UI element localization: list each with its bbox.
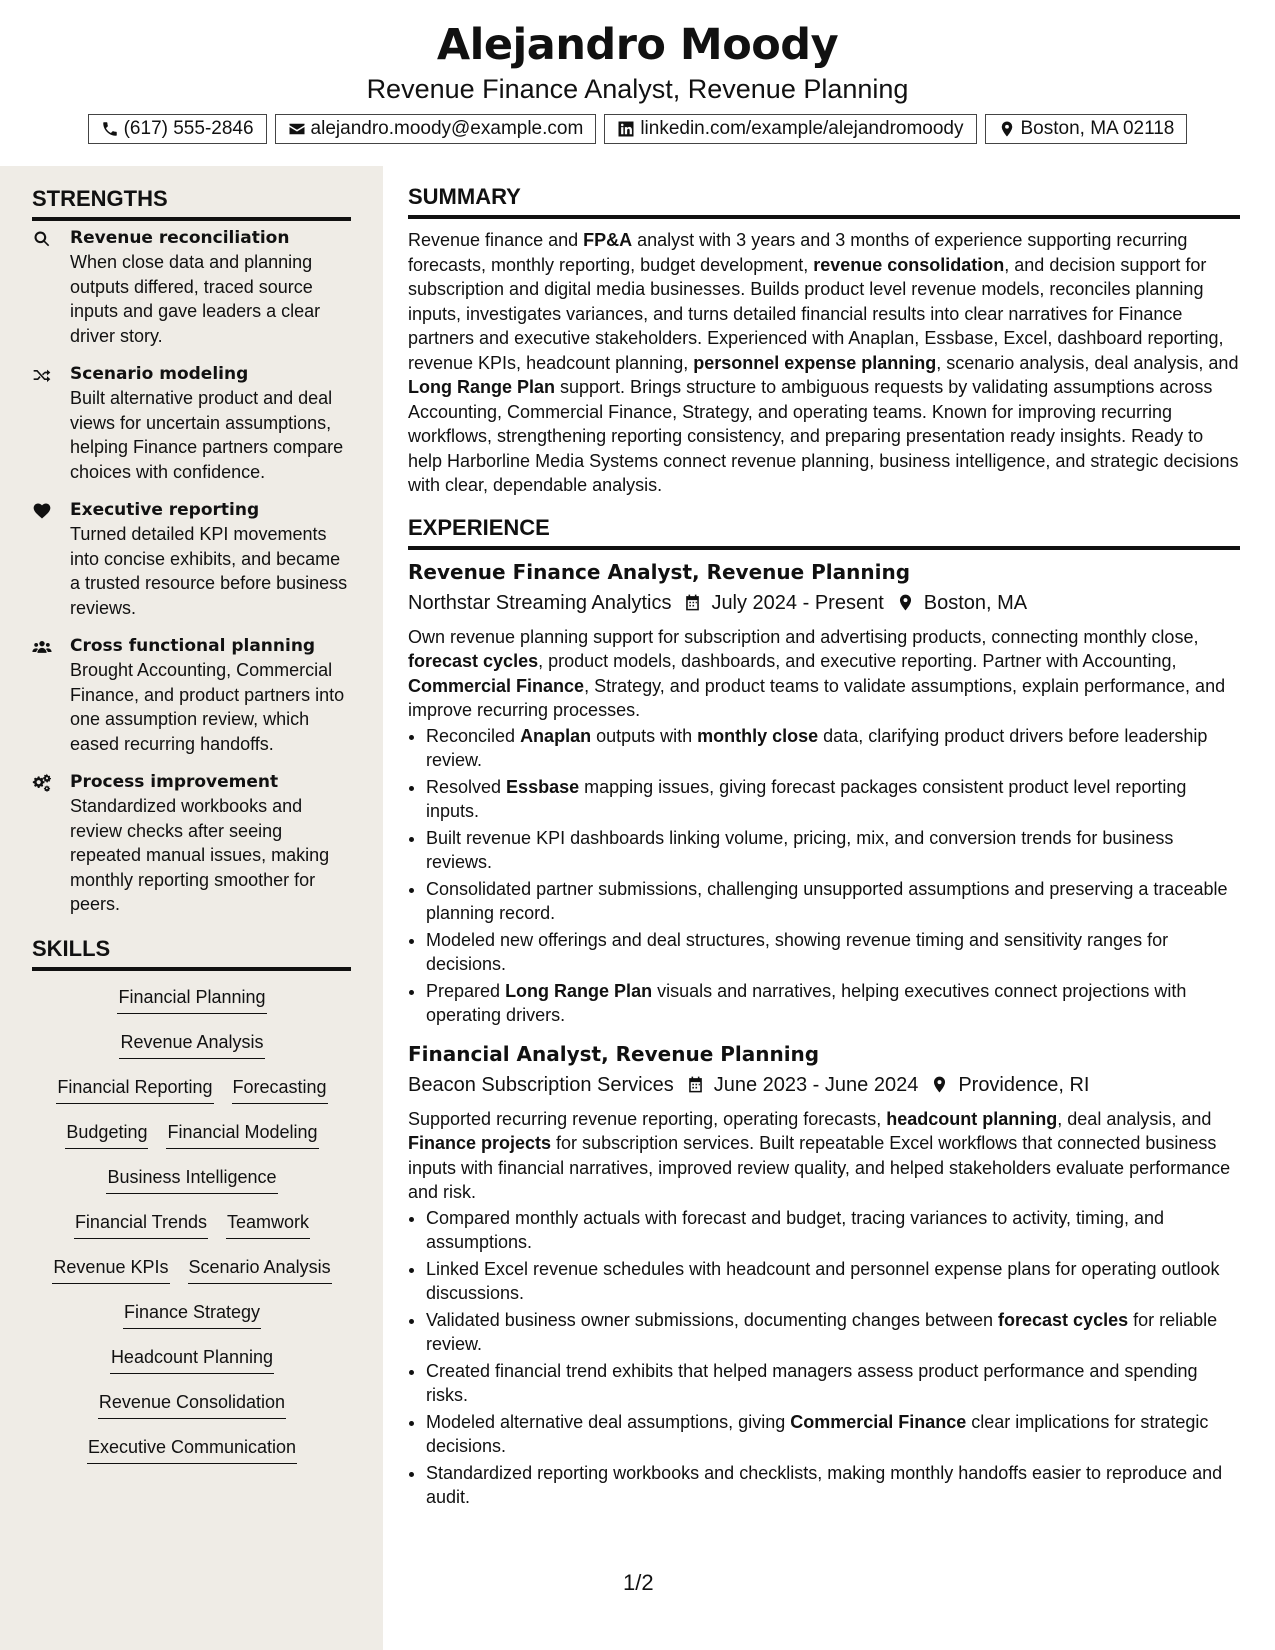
skill-row <box>32 984 352 1029</box>
contact-email[interactable] <box>275 114 597 144</box>
skill-row <box>32 1254 352 1299</box>
search-icon <box>32 229 52 249</box>
job-bullet: • Compared monthly actuals with forecast and budget, tracing variances to activity, timing, and assumptions. <box>426 1206 1240 1255</box>
gears-icon <box>32 773 52 793</box>
skill-row <box>32 1074 352 1119</box>
contact-phone[interactable] <box>88 114 267 144</box>
strength-item <box>32 770 352 917</box>
summary-heading: SUMMARY <box>408 184 1240 219</box>
job-bullet: • Modeled alternative deal assumptions, giving Commercial Finance clear implications for strategic decisions. <box>426 1410 1240 1459</box>
contact-bar <box>0 114 1275 144</box>
skill-tag: Finance Strategy <box>123 1299 261 1329</box>
job-meta <box>408 1071 1240 1099</box>
skill-tag: Forecasting <box>232 1074 328 1104</box>
skill-row <box>32 1344 352 1389</box>
job-location: Providence, RI <box>958 1073 1090 1096</box>
calendar-icon <box>686 1075 705 1094</box>
contact-location <box>985 114 1188 144</box>
strength-desc: Brought Accounting, Commercial Finance, and product partners into one assumption review, which eased recurring handoffs. <box>70 660 345 754</box>
job-bullet-emphasis: forecast cycles <box>998 1309 1129 1330</box>
skill-tag: Scenario Analysis <box>188 1254 332 1284</box>
skills-list <box>32 984 352 1479</box>
skill-row <box>32 1164 352 1209</box>
skill-tag: Financial Reporting <box>56 1074 213 1104</box>
job-bullet: • Standardized reporting workbooks and checklists, making monthly handoffs easier to reproduce and audit. <box>426 1461 1240 1510</box>
skill-tag: Financial Modeling <box>166 1119 318 1149</box>
summary-emphasis: revenue consolidation <box>813 254 1005 275</box>
strengths-heading: STRENGTHS <box>32 186 351 221</box>
skill-tag: Financial Trends <box>74 1209 208 1239</box>
skill-row <box>32 1209 352 1254</box>
skills-heading: SKILLS <box>32 936 351 971</box>
job-bullets <box>408 1206 1240 1510</box>
main-content <box>408 166 1240 1512</box>
experience-list <box>408 558 1240 1510</box>
skill-tag: Revenue KPIs <box>52 1254 169 1284</box>
envelope-icon <box>288 120 306 138</box>
contact-email-text: alejandro.moody@example.com <box>310 118 584 139</box>
job-bullet: • Created financial trend exhibits that helped managers assess product performance and spending risks. <box>426 1359 1240 1408</box>
job-bullet: • Prepared Long Range Plan visuals and narratives, helping executives connect projections with operating drivers. <box>426 979 1240 1028</box>
heart-icon <box>32 501 52 521</box>
job-bullet-emphasis: Commercial Finance <box>790 1411 967 1432</box>
job-description: Own revenue planning support for subscription and advertising products, connecting monthly close, forecast cycles, product models, dashboards, and executive reporting. Partner with Accounting, Commercial Finance, Strategy, and product teams to validate assumptions, explain performance, and improve recurring processes. <box>408 626 1226 720</box>
strength-item <box>32 226 352 348</box>
skill-tag: Financial Planning <box>117 984 266 1014</box>
skill-row <box>32 1389 352 1434</box>
calendar-icon <box>683 593 702 612</box>
job-description-emphasis: forecast cycles <box>408 651 539 671</box>
strength-desc: Turned detailed KPI movements into concise exhibits, and became a trusted resource before business reviews. <box>70 524 348 618</box>
job-bullets <box>408 724 1240 1028</box>
job-entry <box>408 1040 1240 1510</box>
strength-desc: When close data and planning outputs differed, traced source inputs and gave leaders a clear driver story. <box>70 252 321 346</box>
job-bullet: • Modeled new offerings and deal structures, showing revenue timing and sensitivity ranges for decisions. <box>426 928 1240 977</box>
job-bullet-emphasis: monthly close <box>697 725 819 746</box>
job-title: Financial Analyst, Revenue Planning <box>408 1041 820 1066</box>
job-bullet: • Built revenue KPI dashboards linking volume, pricing, mix, and conversion trends for business reviews. <box>426 826 1240 875</box>
job-dates: July 2024 - Present <box>711 591 884 614</box>
skill-tag: Executive Communication <box>87 1434 297 1464</box>
skill-row <box>32 1434 352 1479</box>
skill-tag: Headcount Planning <box>110 1344 274 1374</box>
summary-emphasis: Long Range Plan <box>408 377 556 397</box>
job-company: Beacon Subscription Services <box>408 1073 674 1096</box>
job-location: Boston, MA <box>923 591 1028 614</box>
contact-linkedin[interactable] <box>604 114 976 144</box>
strength-title: Scenario modeling <box>70 364 249 384</box>
job-meta <box>408 589 1240 617</box>
strengths-list <box>32 226 352 931</box>
contact-phone-text: (617) 555-2846 <box>123 118 254 139</box>
skill-row <box>32 1119 352 1164</box>
strength-item <box>32 362 352 484</box>
contact-linkedin-text: linkedin.com/example/alejandromoody <box>640 118 964 139</box>
map-pin-icon <box>930 1075 949 1094</box>
linkedin-icon <box>617 120 635 138</box>
job-bullet: • Consolidated partner submissions, challenging unsupported assumptions and preserving a traceable planning record. <box>426 877 1240 926</box>
job-description: Supported recurring revenue reporting, operating forecasts, headcount planning, deal analysis, and Finance projects for subscription services. Built repeatable Excel workflows that connected business inputs with financial narratives, improved review quality, and helped stakeholders evaluate performance and risk. <box>408 1108 1231 1202</box>
map-pin-icon <box>998 120 1016 138</box>
map-pin-icon <box>896 593 915 612</box>
summary-emphasis: personnel expense planning <box>693 352 937 373</box>
job-bullet: • Reconciled Anaplan outputs with monthly close data, clarifying product drivers before leadership review. <box>426 724 1240 773</box>
job-dates: June 2023 - June 2024 <box>713 1073 919 1096</box>
skill-tag: Revenue Consolidation <box>98 1389 286 1419</box>
skill-row <box>32 1029 352 1074</box>
experience-heading: EXPERIENCE <box>408 515 1240 550</box>
contact-location-text: Boston, MA 02118 <box>1020 118 1175 139</box>
candidate-title: Revenue Finance Analyst, Revenue Planning <box>366 74 909 104</box>
job-bullet-emphasis: Long Range Plan <box>505 980 653 1001</box>
job-entry <box>408 558 1240 1028</box>
users-icon <box>32 637 52 657</box>
job-bullet: • Resolved Essbase mapping issues, giving forecast packages consistent product level reporting inputs. <box>426 775 1240 824</box>
summary-text: Revenue finance and FP&A analyst with 3 years and 3 months of experience supporting recurring forecasts, monthly reporting, budget development, revenue consolidation, and decision support for subscription and digital media businesses. Builds product level revenue models, reconciles planning inputs, investigates variances, and turns detailed financial results into clear narratives for Finance partners and executive stakeholders. Experienced with Anaplan, Essbase, Excel, dashboard reporting, revenue KPIs, headcount planning, personnel expense planning, scenario analysis, deal analysis, and Long Range Plan support. Brings structure to ambiguous requests by validating assumptions across Accounting, Commercial Finance, Strategy, and operating teams. Known for improving recurring workflows, strengthening reporting consistency, and preparing presentation ready insights. Ready to help Harborline Media Systems connect revenue planning, business intelligence, and strategic decisions with clear, dependable analysis. <box>408 230 1239 495</box>
job-description-emphasis: headcount planning <box>886 1108 1058 1129</box>
shuffle-icon <box>32 365 52 385</box>
skill-tag: Revenue Analysis <box>119 1029 264 1059</box>
candidate-name: Alejandro Moody <box>436 20 839 70</box>
skill-tag: Business Intelligence <box>106 1164 277 1194</box>
job-company: Northstar Streaming Analytics <box>408 591 672 614</box>
skill-tag: Budgeting <box>65 1119 148 1149</box>
job-bullet: • Linked Excel revenue schedules with headcount and personnel expense plans for operating outlook discussions. <box>426 1257 1240 1306</box>
strength-desc: Standardized workbooks and review checks after seeing repeated manual issues, making monthly reporting smoother for peers. <box>70 796 330 914</box>
skill-tag: Teamwork <box>226 1209 310 1239</box>
job-bullet-emphasis: Essbase <box>506 776 580 797</box>
summary-emphasis: FP&A <box>583 230 633 250</box>
strength-item <box>32 634 352 756</box>
job-description-emphasis: Commercial Finance <box>408 675 585 696</box>
strength-title: Executive reporting <box>70 500 260 520</box>
resume-header <box>0 0 1275 166</box>
job-description-emphasis: Finance projects <box>408 1133 552 1153</box>
job-bullet: • Validated business owner submissions, documenting changes between forecast cycles for reliable review. <box>426 1308 1240 1357</box>
job-title: Revenue Finance Analyst, Revenue Planning <box>408 559 911 584</box>
strength-title: Process improvement <box>70 772 279 792</box>
job-bullet-emphasis: Anaplan <box>520 725 592 746</box>
strength-title: Revenue reconciliation <box>70 228 290 248</box>
strength-item <box>32 498 352 620</box>
strength-title: Cross functional planning <box>70 636 316 656</box>
skill-row <box>32 1299 352 1344</box>
page-number: 1/2 <box>623 1570 654 1595</box>
strength-desc: Built alternative product and deal views for uncertain assumptions, helping Finance partners compare choices with confidence. <box>70 388 344 482</box>
phone-icon <box>101 120 119 138</box>
sidebar <box>0 166 383 1650</box>
